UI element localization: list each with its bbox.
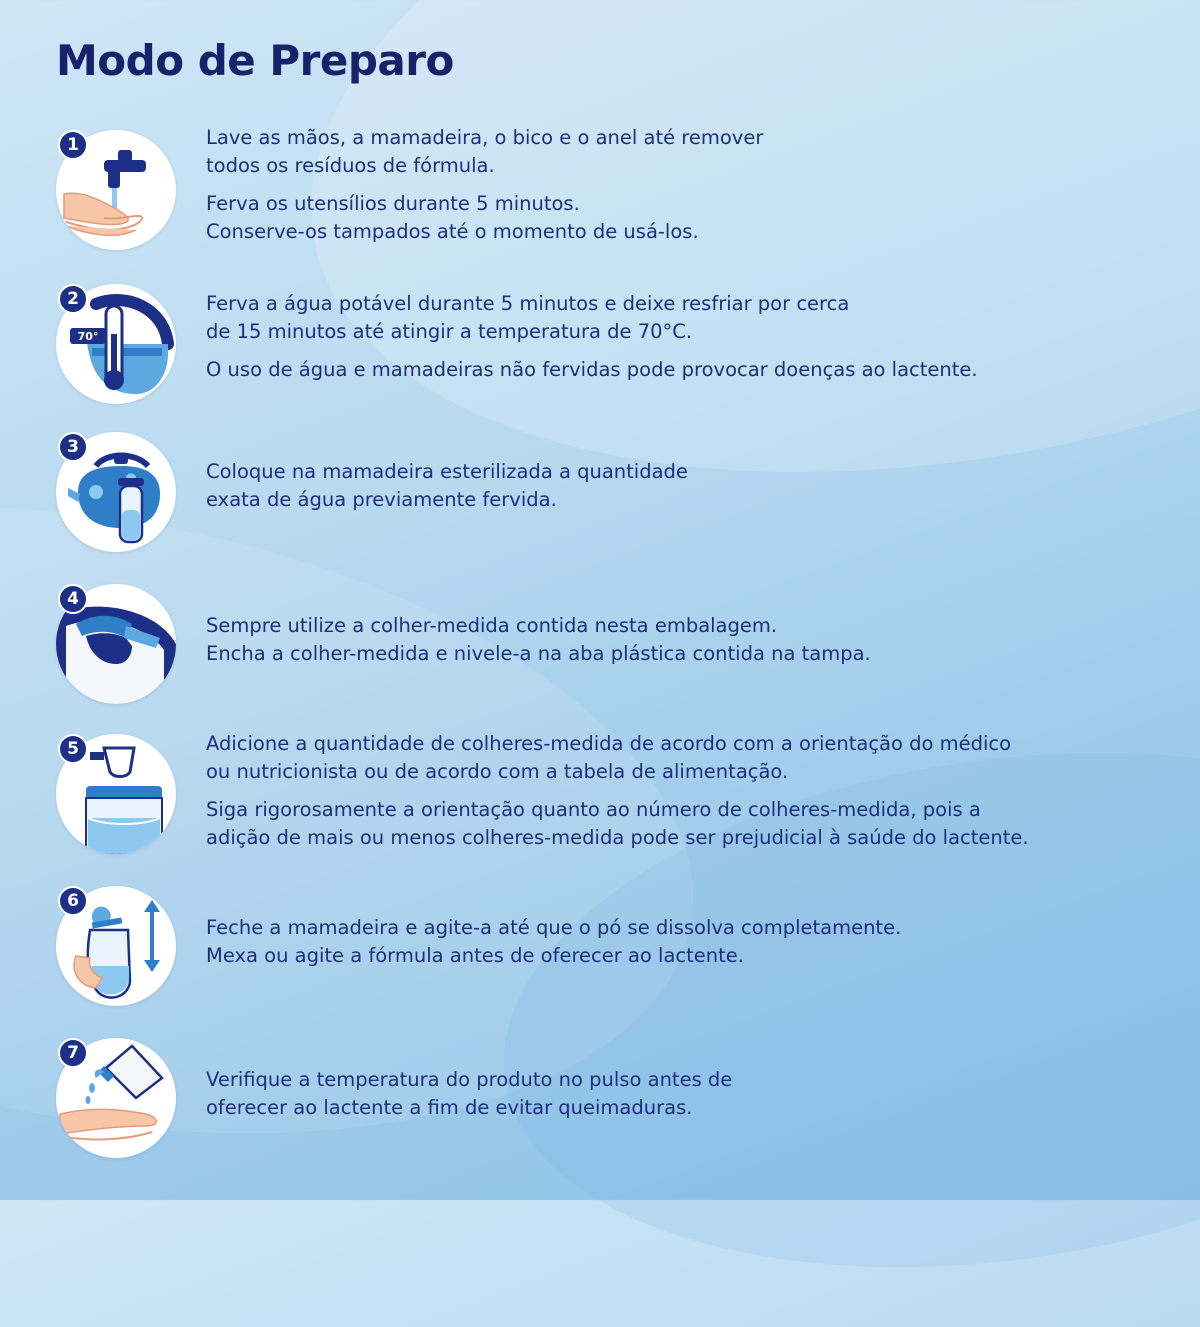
step-number-badge: 4 [58, 584, 88, 614]
step-number-badge: 7 [58, 1038, 88, 1068]
step-number-badge: 3 [58, 432, 88, 462]
step-text [206, 730, 1106, 852]
step-text [206, 612, 1106, 668]
step-text [206, 1066, 1106, 1122]
step-number-badge: 2 [58, 284, 88, 314]
step-paragraph: Sempre utilize a colher-medida contida nesta embalagem. Encha a colher-medida e nivele-a na aba plástica contida na tampa. [206, 614, 871, 665]
step-paragraph: Adicione a quantidade de colheres-medida de acordo com a orientação do médico ou nutricionista ou de acordo com a tabela de alimentação. [206, 732, 1012, 783]
step-text [206, 914, 1106, 970]
step-text [206, 290, 1106, 384]
step-text [206, 124, 1106, 246]
step-paragraph: Coloque na mamadeira esterilizada a quantidade exata de água previamente fervida. [206, 460, 688, 511]
step-paragraph: Lave as mãos, a mamadeira, o bico e o anel até remover todos os resíduos de fórmula. [206, 126, 764, 177]
step-paragraph: Ferva os utensílios durante 5 minutos. Conserve-os tampados até o momento de usá-los. [206, 192, 699, 243]
step-number-badge: 1 [58, 130, 88, 160]
step-paragraph: Verifique a temperatura do produto no pulso antes de oferecer ao lactente a fim de evitar queimaduras. [206, 1068, 733, 1119]
step-number-badge: 6 [58, 886, 88, 916]
step-paragraph: O uso de água e mamadeiras não fervidas pode provocar doenças ao lactente. [206, 358, 978, 381]
temperature-label: 70° [77, 330, 99, 343]
step-paragraph: Ferva a água potável durante 5 minutos e deixe resfriar por cerca de 15 minutos até atingir a temperatura de 70°C. [206, 292, 850, 343]
step-paragraph: Siga rigorosamente a orientação quanto ao número de colheres-medida, pois a adição de mais ou menos colheres-medida pode ser prejudicial à saúde do lactente. [206, 798, 1029, 849]
step-paragraph: Feche a mamadeira e agite-a até que o pó se dissolva completamente. Mexa ou agite a fórmula antes de oferecer ao lactente. [206, 916, 902, 967]
step-number-badge: 5 [58, 734, 88, 764]
page-title: Modo de Preparo [56, 36, 454, 85]
step-text [206, 458, 1106, 514]
